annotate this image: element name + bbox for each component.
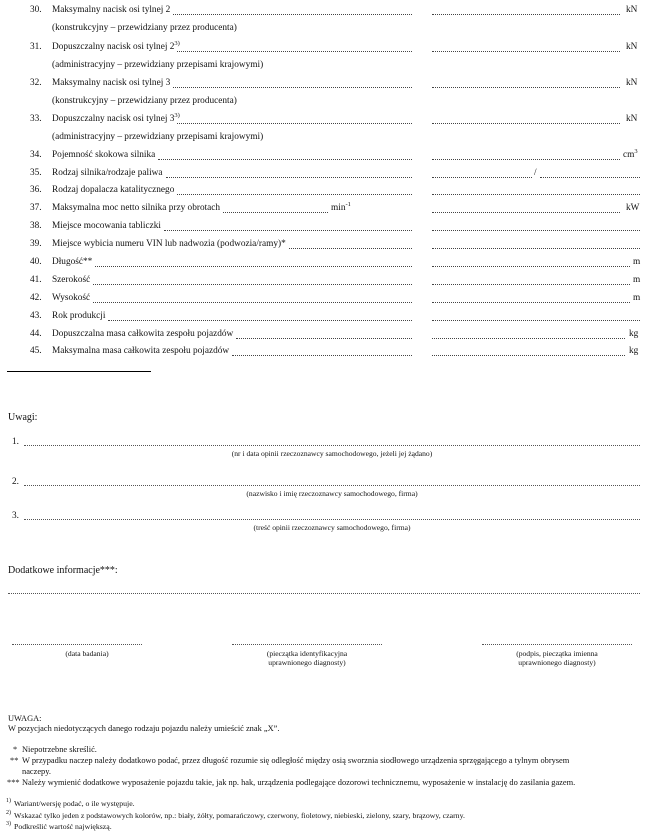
note-3-mark: *** (7, 778, 20, 787)
item-number: 40. (30, 257, 42, 267)
item-label-text: Dopuszczalny nacisk osi tylnej 2 (52, 42, 175, 52)
uwagi-row-caption: (treść opinii rzeczoznawcy samochodowego, firma) (253, 523, 411, 532)
footnote-1-text: Wariant/wersję podać, o ile występuje. (14, 799, 135, 808)
note-1-text: Niepotrzebne skreślić. (22, 745, 97, 754)
item-number: 33. (30, 114, 42, 124)
note-2-text: W przypadku naczep należy dodatkowo podać, przez długość rozumie się odległość między osią sworznia siodłowego urządzenia sprzęgającego a tylnym obrysem (22, 756, 570, 765)
item-sublabel: (konstrukcyjny – przewidziany przez producenta) (52, 96, 237, 106)
item-label (52, 203, 220, 213)
item-number: 43. (30, 311, 42, 321)
date-line[interactable] (12, 644, 142, 645)
item-label-text: Dopuszczalna masa całkowita zespołu pojazdów (52, 329, 234, 339)
item-number: 37. (30, 203, 42, 213)
uwagi-row-field[interactable] (24, 485, 640, 486)
item-unit-text: kg (629, 329, 639, 339)
note-2-cont: naczepy. (22, 767, 51, 776)
item-value-field[interactable] (432, 346, 625, 356)
item-sublabel: (administracyjny – przewidziany przepisami krajowymi) (52, 60, 264, 70)
item-label (52, 39, 180, 52)
footnote-2-mark: 2) (6, 810, 11, 816)
item-leader (164, 221, 412, 231)
item-number: 38. (30, 221, 42, 231)
item-leader (232, 346, 412, 356)
footnote-3-text: Podkreślić wartość największą. (14, 822, 112, 831)
signature-caption-stamp-2: uprawnionego diagnosty) (268, 658, 346, 667)
item-value-field[interactable] (432, 5, 620, 15)
item-label (52, 311, 105, 321)
item-value-field[interactable] (432, 257, 630, 267)
item-rpm-unit-text: min (331, 203, 346, 213)
item-unit-sup: 3 (634, 147, 638, 155)
footnote-2-text: Wskazać tylko jeden z podstawowych kolorów, np.: biały, żółty, pomarańczowy, czerwony, fioletowy, niebieski, zielony, szary, brązowy, czarny. (14, 811, 465, 820)
uwagi-title: Uwagi: (8, 412, 38, 423)
note-1-mark: * (13, 745, 18, 754)
note-2-mark: ** (10, 756, 19, 765)
item-unit-text: m (633, 257, 641, 267)
item-label (52, 78, 170, 88)
item-leader (236, 329, 412, 339)
item-number: 39. (30, 239, 42, 249)
item-label (52, 5, 170, 15)
signature-caption-date: (data badania) (65, 649, 109, 658)
item-value-field[interactable] (432, 203, 620, 213)
item-leader (177, 185, 412, 195)
item-number: 42. (30, 293, 42, 303)
uwagi-row-number: 1. (12, 437, 19, 447)
uwagi-row-field[interactable] (24, 519, 640, 520)
item-unit (626, 42, 637, 52)
item-label (52, 150, 155, 160)
item-label (52, 239, 286, 249)
item-label (52, 221, 161, 231)
item-unit-text: kN (626, 5, 638, 15)
item-label-text: Długość** (52, 257, 93, 267)
item-leader (173, 78, 412, 88)
uwaga-title: UWAGA: (8, 714, 42, 723)
signature-caption-sign-2: uprawnionego diagnosty) (518, 658, 596, 667)
uwagi-row-caption: (nazwisko i imię rzeczoznawcy samochodowego, firma) (246, 489, 418, 498)
item-unit-text: kN (626, 78, 638, 88)
item-number: 31. (30, 42, 42, 52)
item-label (52, 185, 174, 195)
item-unit (633, 257, 640, 267)
item-value-field[interactable] (432, 185, 640, 195)
uwagi-row-number: 3. (12, 511, 19, 521)
item-value-field[interactable] (432, 239, 640, 249)
item-rpm-unit (331, 200, 351, 213)
signature-line[interactable] (482, 644, 632, 645)
item-unit (633, 293, 640, 303)
uwagi-row-number: 2. (12, 477, 19, 487)
item-unit (623, 147, 638, 160)
item-unit-text: kN (626, 42, 638, 52)
item-unit-text: kW (626, 203, 640, 213)
item-leader (93, 293, 412, 303)
item-sublabel: (konstrukcyjny – przewidziany przez producenta) (52, 23, 237, 33)
uwagi-row-caption: (nr i data opinii rzeczoznawcy samochodowego, jeżeli jej żądano) (231, 449, 433, 458)
item-unit (626, 5, 637, 15)
item-label-text: Rok produkcji (52, 311, 106, 321)
item-unit (626, 203, 639, 213)
item-unit-text: kg (629, 346, 639, 356)
item-unit (629, 346, 638, 356)
item-unit (626, 114, 637, 124)
item-leader (289, 239, 412, 249)
dodatkowe-title: Dodatkowe informacje***: (8, 565, 118, 576)
item-unit (626, 78, 637, 88)
item-label (52, 168, 163, 178)
item-value-field[interactable] (432, 42, 620, 52)
uwagi-row-field[interactable] (24, 445, 640, 446)
item-number: 36. (30, 185, 42, 195)
item-label-footnote: 3) (174, 111, 180, 119)
signature-caption-stamp: (pieczątka identyfikacyjna (266, 649, 348, 658)
item-label-text: Maksymalna moc netto silnika przy obrotach (52, 203, 221, 213)
item-number: 30. (30, 5, 42, 15)
item-label (52, 275, 90, 285)
item-leader (95, 257, 412, 267)
item-label-text: Maksymalna masa całkowita zespołu pojazdów (52, 346, 230, 356)
footnote-1-mark: 1) (6, 798, 11, 804)
item-unit-text: m (633, 275, 641, 285)
item-leader (177, 42, 412, 52)
item-unit (629, 329, 638, 339)
item-number: 34. (30, 150, 42, 160)
item-leader (108, 311, 412, 321)
item-number: 44. (30, 329, 42, 339)
item-value-field[interactable] (432, 150, 620, 160)
item-number: 35. (30, 168, 42, 178)
item-label (52, 346, 229, 356)
item-value-field[interactable] (432, 221, 640, 231)
item-value-field[interactable] (432, 275, 630, 285)
item-fuel-type-field[interactable] (540, 168, 640, 178)
item-label-text: Rodzaj dopalacza katalitycznego (52, 185, 175, 195)
item-leader (166, 168, 412, 178)
item-unit-text: kN (626, 114, 638, 124)
item-value-field[interactable] (432, 78, 620, 88)
signature-caption-sign: (podpis, pieczątka imienna (516, 649, 598, 658)
item-engine-type-field[interactable] (432, 168, 532, 178)
uwaga-text: W pozycjach niedotyczących danego rodzaju pojazdu należy umieścić znak „X”. (8, 724, 280, 733)
item-leader (177, 114, 412, 124)
item-unit (633, 275, 640, 285)
item-label (52, 329, 233, 339)
item-rpm-unit-sup: -1 (345, 200, 351, 208)
item-leader (93, 275, 412, 285)
item-label-footnote: 3) (174, 39, 180, 47)
item-unit-text: cm (623, 150, 635, 160)
item-label-text: Pojemność skokowa silnika (52, 150, 156, 160)
item-rpm-field[interactable] (223, 203, 328, 213)
item-label-text: Miejsce wybicia numeru VIN lub nadwozia (podwozia/ramy)* (52, 239, 286, 249)
dodatkowe-line[interactable] (8, 593, 640, 594)
item-number: 32. (30, 78, 42, 88)
item-label (52, 111, 180, 124)
footnote-separator (7, 371, 151, 372)
item-label (52, 257, 92, 267)
item-slash: / (534, 168, 537, 178)
item-label-text: Szerokość (52, 275, 91, 285)
item-label-text: Maksymalny nacisk osi tylnej 2 (52, 5, 171, 15)
note-3-text: Należy wymienić dodatkowe wyposażenie pojazdu takie, jak np. hak, urządzenia podlegające dozorowi technicznemu, wyposażenie w instalację do zasilania gazem. (22, 778, 576, 787)
item-unit-text: m (633, 293, 641, 303)
item-sublabel: (administracyjny – przewidziany przepisami krajowymi) (52, 132, 264, 142)
item-value-field[interactable] (432, 329, 625, 339)
item-value-field[interactable] (432, 293, 630, 303)
item-label-text: Rodzaj silnika/rodzaje paliwa (52, 168, 163, 178)
item-value-field[interactable] (432, 114, 620, 124)
item-leader (173, 5, 412, 15)
item-value-field[interactable] (432, 311, 640, 321)
item-label-text: Maksymalny nacisk osi tylnej 3 (52, 78, 171, 88)
item-label-text: Dopuszczalny nacisk osi tylnej 3 (52, 114, 175, 124)
item-number: 45. (30, 346, 42, 356)
item-label (52, 293, 90, 303)
stamp-line[interactable] (232, 644, 382, 645)
item-label-text: Wysokość (52, 293, 91, 303)
footnote-3-mark: 3) (6, 821, 11, 827)
item-leader (158, 150, 412, 160)
item-label-text: Miejsce mocowania tabliczki (52, 221, 161, 231)
item-number: 41. (30, 275, 42, 285)
